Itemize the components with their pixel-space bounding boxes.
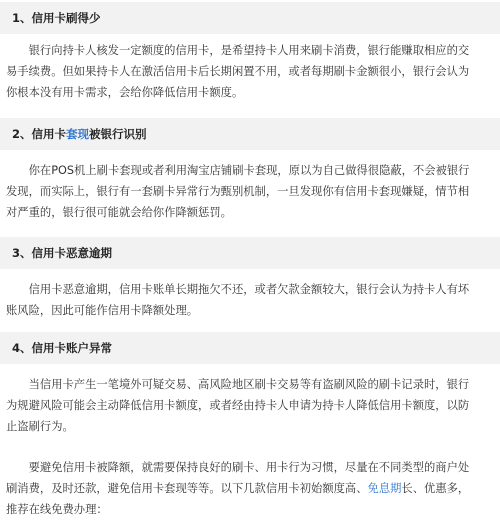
section-heading-3 (0, 237, 500, 269)
section-paragraph-4 (6, 374, 492, 437)
section-paragraph-1 (6, 40, 492, 103)
closing-text-after-link: 长、优惠多， (401, 482, 470, 495)
paragraph-line: 你在POS机上刷卡套现或者利用淘宝店铺刷卡套现，原以为自己做得很隐蔽，不会被银行 (6, 164, 470, 177)
paragraph-line: 信用卡恶意逾期，信用卡账单长期拖欠不还，或者欠款金额较大，银行会认为持卡人有坏 (6, 283, 470, 296)
paragraph-line: 你根本没有用卡需求，会给你降低信用卡额度。 (6, 86, 244, 99)
paragraph-line: 易手续费。但如果持卡人在激活信用卡后长期闲置不用，或者每期刷卡金额很小，银行会认为 (6, 65, 470, 78)
section-paragraph-3 (6, 279, 492, 321)
paragraph-line: 当信用卡产生一笔境外可疑交易、高风险地区刷卡交易等有盗刷风险的刷卡记录时，银行 (6, 378, 470, 391)
paragraph-line: 推荐在线免费办理： (6, 503, 108, 516)
section-paragraph-2 (6, 160, 492, 223)
closing-text-before-link: 刷消费，及时还款，避免信用卡套现等等。以下几款信用卡初始额度高、 (6, 482, 368, 495)
interest-free-period-link[interactable]: 免息期 (367, 482, 402, 495)
cash-out-link[interactable]: 套现 (66, 127, 90, 141)
section-heading-2 (0, 118, 500, 150)
paragraph-line: 对严重的，银行很可能就会给你作降额惩罚。 (6, 206, 232, 219)
paragraph-line: 止盗刷行为。 (6, 420, 74, 433)
section-heading-1-text: 1、信用卡刷得少 (12, 11, 101, 25)
paragraph-line: 账风险，因此可能作信用卡降额处理。 (6, 304, 199, 317)
paragraph-line: 发现，而实际上，银行有一套刷卡异常行为甄别机制，一旦发现你有信用卡套现嫌疑，情节相 (6, 185, 470, 198)
section-heading-3-text: 3、信用卡恶意逾期 (12, 246, 113, 260)
paragraph-line: 银行向持卡人核发一定额度的信用卡，是希望持卡人用来刷卡消费，银行能赚取相应的交 (6, 44, 470, 57)
section-heading-2-suffix: 被银行识别 (89, 127, 147, 141)
section-heading-4-text: 4、信用卡账户异常 (12, 341, 113, 355)
section-heading-2-prefix: 2、信用卡 (12, 127, 67, 141)
paragraph-line: 为规避风险可能会主动降低信用卡额度，或者经由持卡人申请为持卡人降低信用卡额度，以防 (6, 399, 470, 412)
section-heading-1 (0, 2, 500, 34)
closing-paragraph (6, 457, 492, 520)
paragraph-line-with-link (6, 478, 492, 499)
section-heading-4 (0, 332, 500, 364)
paragraph-line: 要避免信用卡被降额，就需要保持良好的刷卡、用卡行为习惯，尽量在不同类型的商户处 (6, 461, 470, 474)
